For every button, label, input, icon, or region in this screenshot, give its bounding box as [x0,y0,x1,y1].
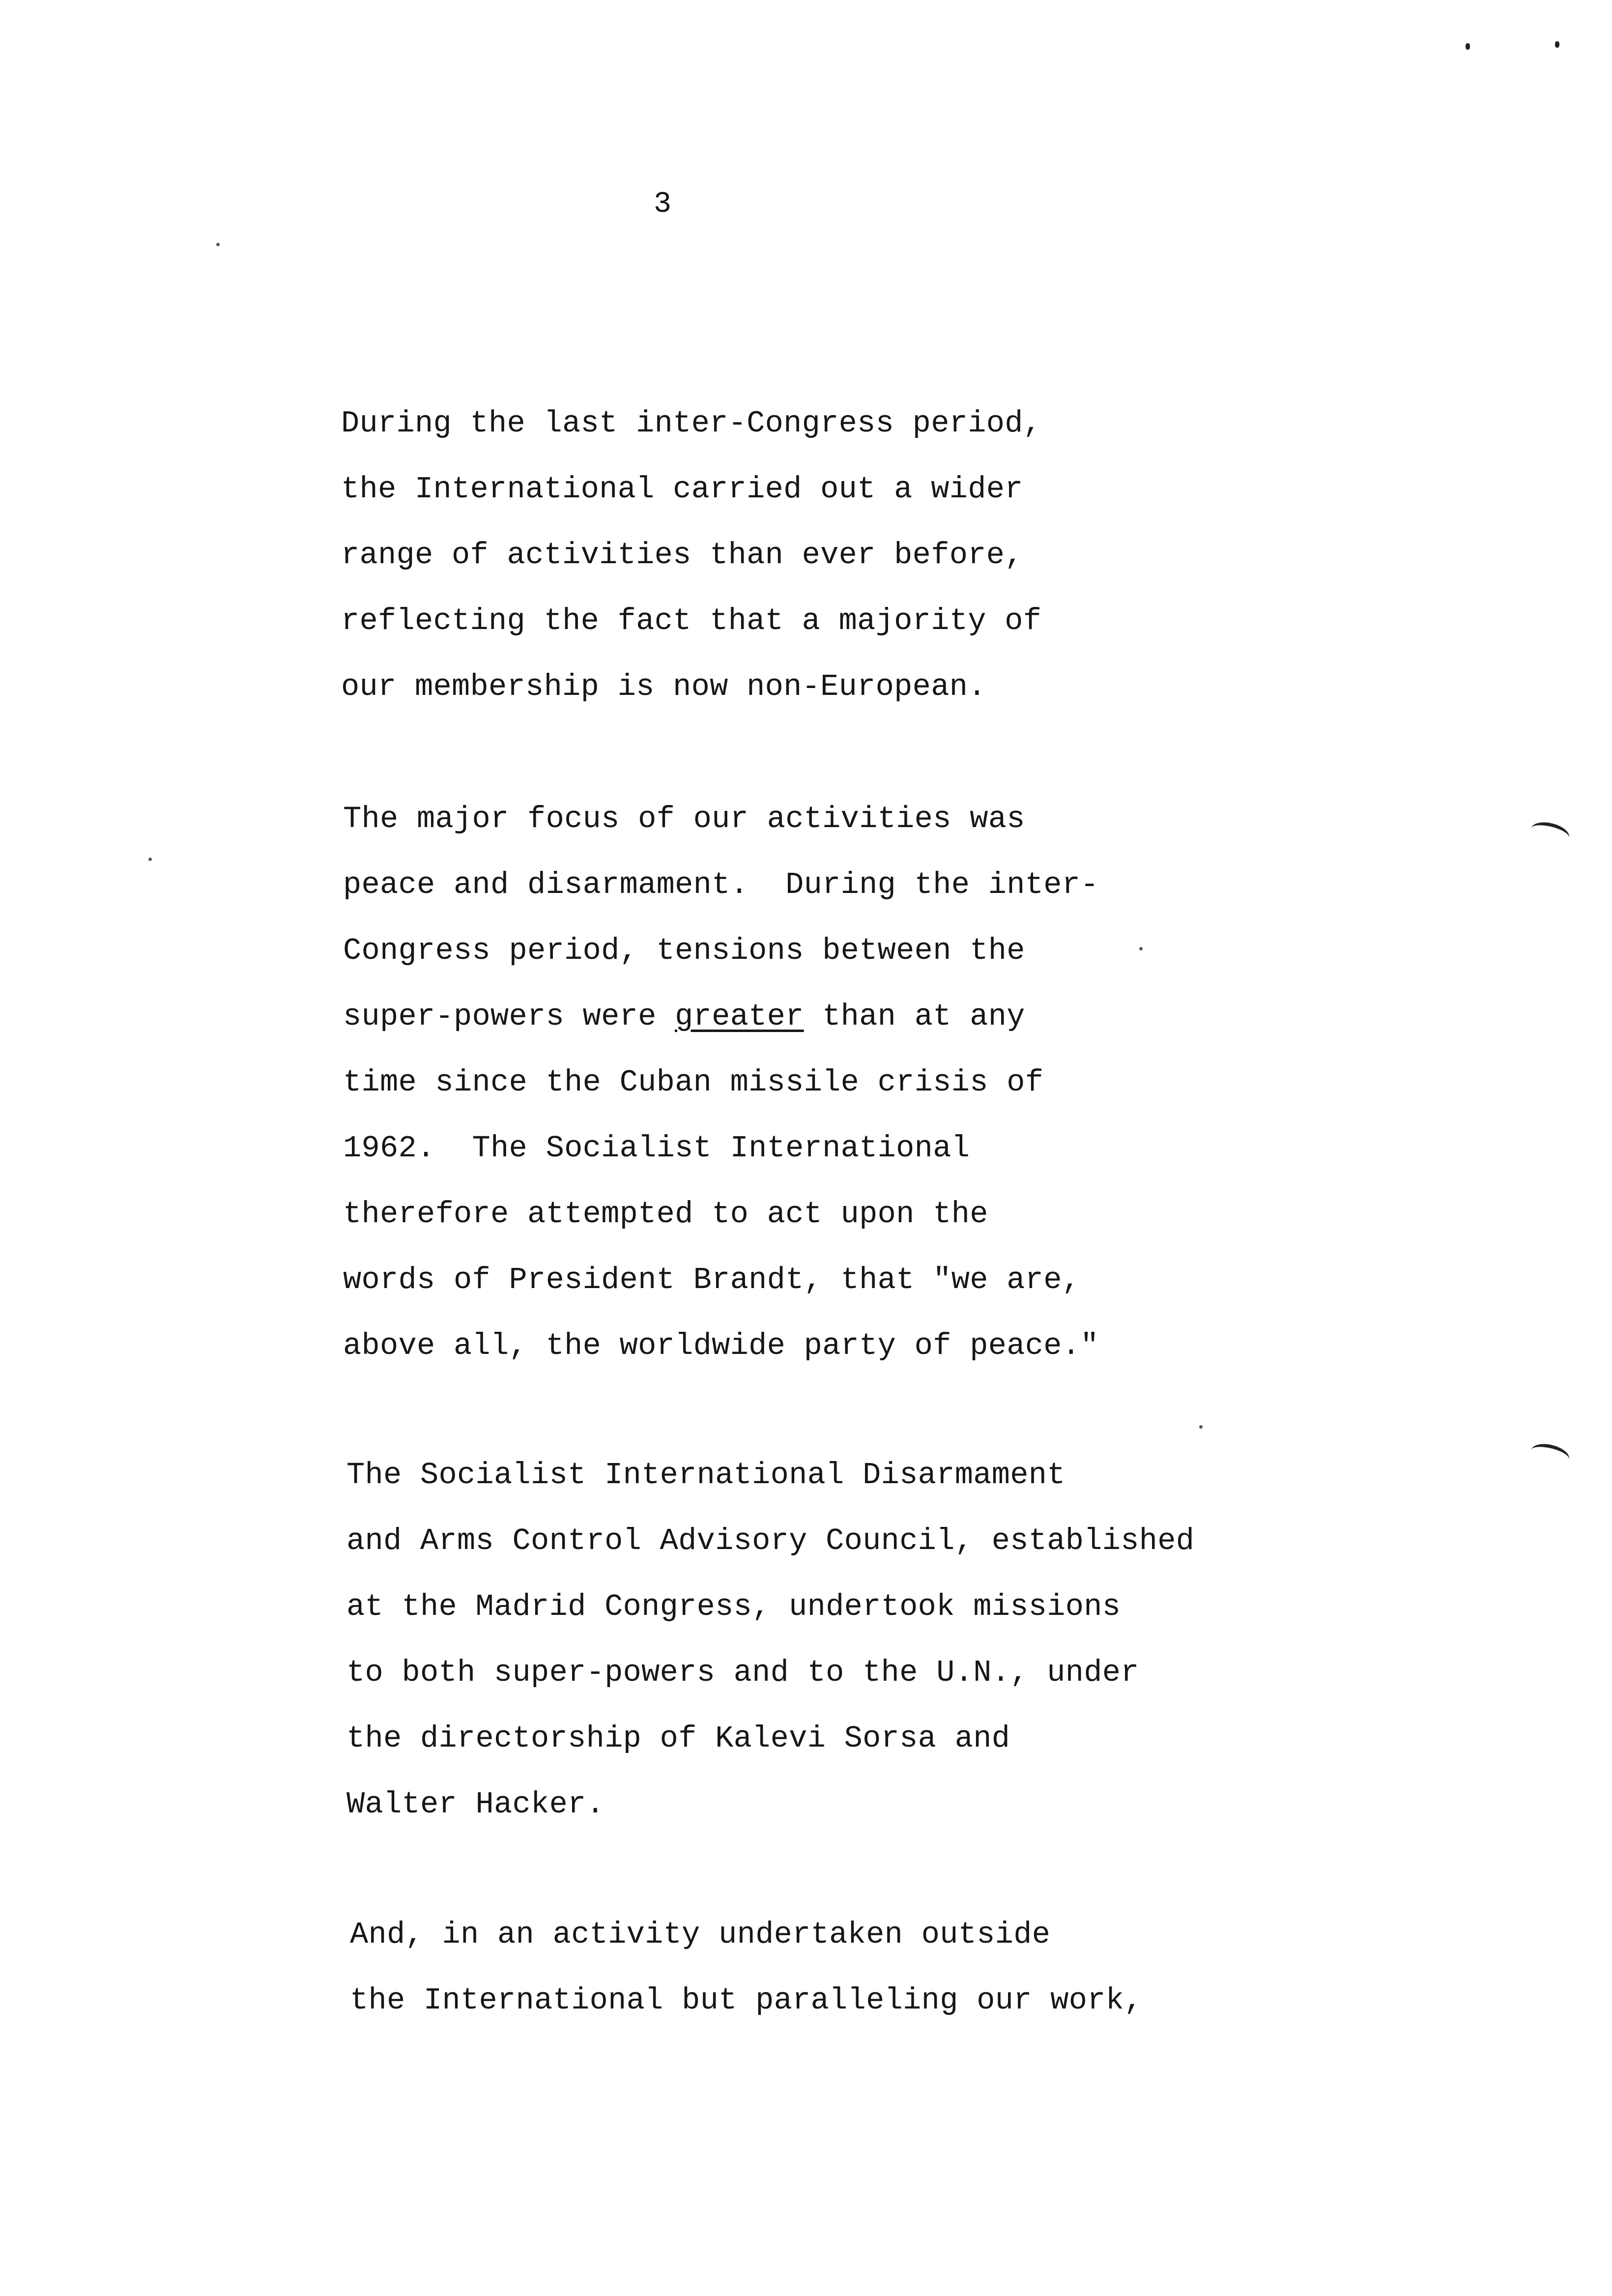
text-line: peace and disarmament. During the inter- [343,867,1099,902]
text-line: Walter Hacker. [346,1787,605,1822]
page-number: 3 [654,188,672,221]
text-line: to both super-powers and to the U.N., under [346,1655,1139,1690]
text-segment: super-powers were [343,999,675,1034]
paragraph-peace-and-disarmament [343,786,1336,1379]
scan-speck [1199,1425,1203,1429]
paragraph-inter-congress-activities [341,391,1334,720]
text-line: 1962. The Socialist International [343,1131,970,1166]
paragraph-advisory-council [346,1442,1339,1837]
scan-speck [1466,43,1470,50]
text-line: the International carried out a wider [341,472,1023,507]
underlined-word: greater [675,999,804,1034]
binder-hook-mark [1528,1440,1572,1469]
text-line: at the Madrid Congress, undertook missions [346,1589,1121,1624]
text-line: And, in an activity undertaken outside [350,1917,1051,1952]
scan-speck [216,243,220,246]
text-line: time since the Cuban missile crisis of [343,1065,1044,1100]
text-line: the International but paralleling our work, [350,1983,1143,2018]
text-line: therefore attempted to act upon the [343,1197,988,1232]
text-line: During the last inter-Congress period, [341,406,1042,441]
text-line: our membership is now non-European. [341,669,986,704]
text-line: words of President Brandt, that "we are, [343,1263,1081,1297]
text-line: and Arms Control Advisory Council, established [346,1523,1195,1558]
text-line: range of activities than ever before, [341,538,1023,573]
scan-speck [1555,41,1559,48]
text-line: The Socialist International Disarmament [346,1458,1065,1492]
text-line: reflecting the fact that a majority of [341,603,1042,638]
text-line: The major focus of our activities was [343,802,1025,836]
scan-speck [148,858,152,861]
text-line: above all, the worldwide party of peace." [343,1328,1099,1363]
text-segment: than at any [804,999,1025,1034]
scan-speck [1139,947,1143,950]
paragraph-outside-activity [350,1902,1343,2034]
text-line: the directorship of Kalevi Sorsa and [346,1721,1010,1756]
text-line-with-emphasis [343,984,1336,1050]
binder-hook-mark [1528,819,1572,848]
text-line: Congress period, tensions between the [343,933,1025,968]
